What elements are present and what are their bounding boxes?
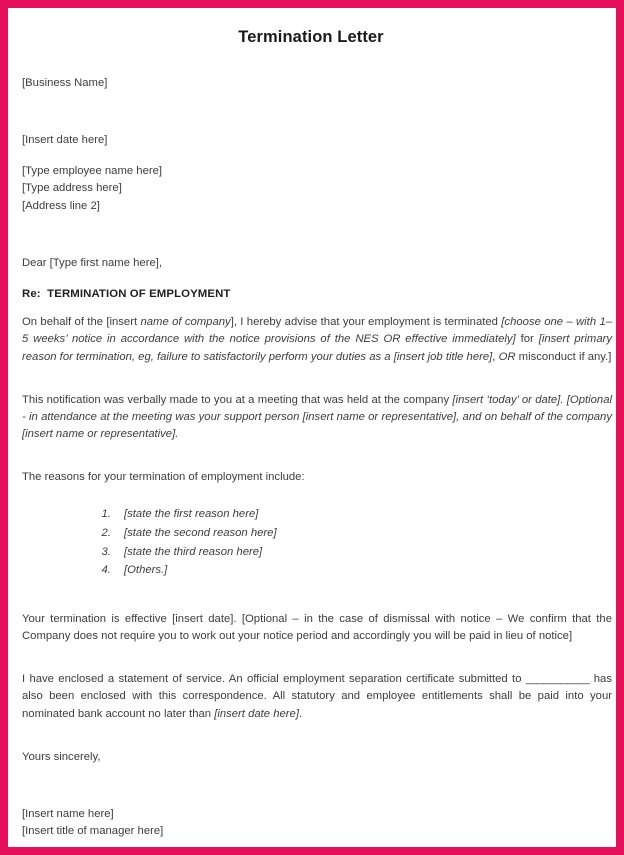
p1-primary-reason: [insert primary reason for termination, eg, failure to satisfactorily perform your duties as a [insert job title here]	[22, 333, 613, 363]
subject-line: Re: TERMINATION OF EMPLOYMENT	[22, 287, 231, 300]
reasons-list	[22, 506, 612, 579]
p1-company-placeholder: name of company	[140, 316, 231, 329]
letter-sheet	[8, 8, 616, 847]
signature-title: [Insert title of manager here]	[22, 825, 164, 838]
recipient-address-line-2: [Address line 2]	[22, 199, 100, 212]
p1-part-3: ], I hereby advise that your employment is terminated	[230, 316, 502, 329]
p1-or: OR	[498, 350, 516, 363]
spacer	[22, 766, 612, 806]
spacer	[22, 581, 612, 611]
p1-part-1: On behalf of the [insert	[22, 316, 141, 329]
p5-insert-date: [insert date here]	[214, 707, 299, 720]
spacer	[22, 443, 612, 469]
spacer	[22, 723, 612, 749]
spacer	[22, 486, 612, 506]
p1-part-10: misconduct if any.]	[515, 350, 612, 363]
p5-part-2: has also been enclosed with this correspondence. All statutory and employee entitlements shall be paid into your nominated bank account no later than	[22, 673, 612, 720]
list-item: 4. [Others.]	[114, 562, 612, 579]
list-item: 2. [state the second reason here]	[114, 525, 612, 542]
spacer	[22, 149, 612, 163]
letter-body	[14, 75, 614, 840]
paragraph-effective-date: Your termination is effective [insert date]. [Optional – in the case of dismissal with notice – We confirm that the Company does not require you to work out your notice period and accordingly you will be paid in lieu of notice]	[22, 612, 612, 643]
blank-fill-line: ___________	[525, 673, 590, 686]
p2-part-1: This notification was verbally made to you at a meeting that was held at the company	[22, 393, 453, 406]
date-line: [Insert date here]	[22, 134, 108, 147]
signature-name: [Insert name here]	[22, 807, 114, 820]
spacer	[22, 272, 612, 286]
paragraph-verbal-notification	[22, 392, 612, 443]
paragraph-reasons-intro: The reasons for your termination of employment include:	[22, 471, 305, 484]
p1-choose-one: [choose one – with 1–5 weeks’ notice in accordance with the notice provisions of the NES	[22, 316, 613, 346]
paragraph-termination-notice	[22, 314, 612, 365]
p2-optional-block: [insert ‘today’ or date]. [Optional - in attendance at the meeting was your support person [insert name or representative], and on behalf of the company [insert name or representative].	[22, 393, 612, 441]
spacer	[22, 366, 612, 392]
paragraph-enclosures	[22, 671, 612, 722]
spacer	[22, 645, 612, 671]
spacer	[22, 303, 612, 314]
p5-part-4: .	[298, 707, 303, 720]
p5-part-1: I have enclosed a statement of service. An official employment separation certificate submitted to	[22, 673, 526, 686]
p1-part-6: for	[515, 333, 539, 346]
list-item: 1. [state the first reason here]	[114, 506, 612, 523]
spacer	[22, 92, 612, 132]
salutation: Dear [Type first name here],	[22, 256, 163, 269]
recipient-address-line-1: [Type address here]	[22, 182, 122, 195]
business-name: [Business Name]	[22, 77, 108, 89]
page-title: Termination Letter	[238, 28, 384, 46]
spacer	[22, 215, 612, 255]
list-item: 3. [state the third reason here]	[114, 544, 612, 561]
recipient-name: [Type employee name here]	[22, 165, 163, 178]
p1-effective-immediately: OR effective immediately]	[383, 333, 516, 346]
p1-part-8: ,	[492, 350, 499, 363]
closing-salutation: Yours sincerely,	[22, 750, 101, 763]
